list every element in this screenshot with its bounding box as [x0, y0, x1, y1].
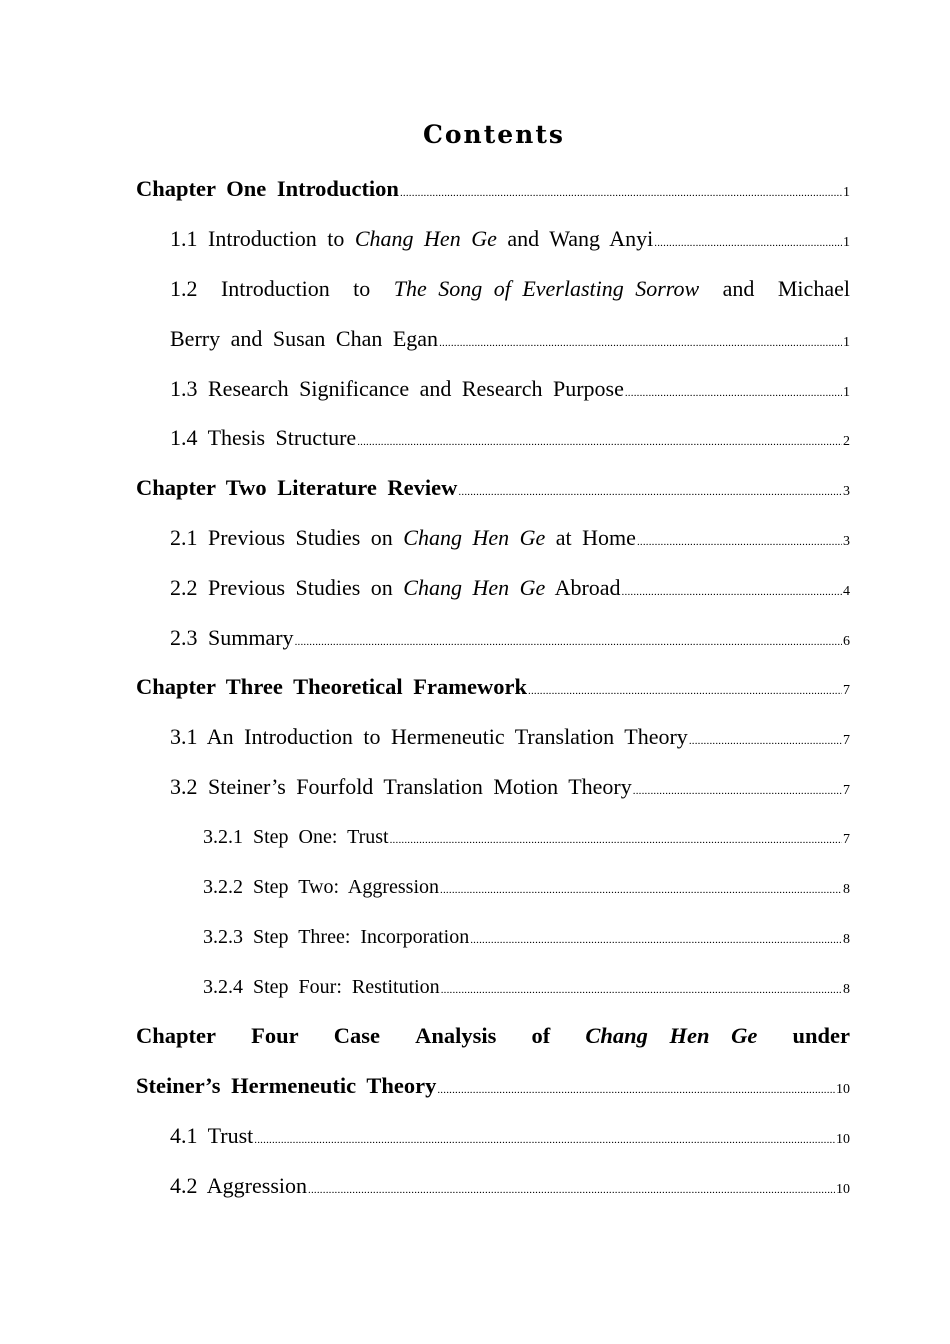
toc-entry-2-3[interactable] [170, 613, 850, 663]
toc-page-number: 4 [843, 584, 850, 599]
toc-page-number: 3 [843, 484, 850, 499]
label-word: Michael [777, 276, 850, 301]
label-italic: Chang Hen Ge [354, 226, 497, 251]
dot-leader [470, 915, 842, 965]
label-part: Abroad [545, 575, 621, 600]
label-part: 2.1 Previous Studies on [170, 525, 404, 550]
toc-page-number: 1 [843, 235, 850, 250]
toc-entry-chapter-four-line1[interactable] [136, 1011, 850, 1061]
toc-entry-chapter-three[interactable] [136, 662, 850, 712]
dot-leader [441, 965, 842, 1015]
dot-leader [637, 517, 842, 567]
dot-leader [654, 218, 842, 268]
dot-leader [308, 1165, 835, 1215]
label-word: 1.2 [170, 276, 198, 301]
dot-leader [458, 467, 842, 517]
toc-page-number: 3 [843, 534, 850, 549]
toc-entry-4-1[interactable] [170, 1111, 850, 1161]
toc-entry-label: 2.3 Summary [170, 625, 294, 650]
toc-page-number: 10 [836, 1082, 850, 1097]
page-title: Contents [422, 120, 565, 149]
toc-entry-3-2-3[interactable] [203, 912, 850, 962]
label-italic: Chang Hen Ge [403, 525, 546, 550]
label-part: 2.2 Previous Studies on [170, 575, 404, 600]
dot-leader [254, 1115, 835, 1165]
toc-entry-label [170, 513, 636, 563]
toc-page-number: 8 [843, 932, 850, 947]
toc-entry-label: 4.1 Trust [170, 1123, 254, 1148]
toc-entry-label: 3.2.2 Step Two: Aggression [203, 876, 440, 898]
toc-entry-1-3[interactable] [170, 364, 850, 414]
toc-page-number: 8 [843, 982, 850, 997]
toc-entry-chapter-one[interactable] [136, 164, 850, 214]
toc-page-number: 7 [843, 733, 850, 748]
label-part: at Home [545, 525, 636, 550]
label-word: to [353, 276, 371, 301]
dot-leader [622, 567, 842, 617]
toc-page-number: 10 [836, 1132, 850, 1147]
toc-entry-label: 3.2.4 Step Four: Restitution [203, 976, 440, 998]
label-italic: Chang Hen Ge [403, 575, 546, 600]
label-word: Chapter [136, 1023, 216, 1048]
dot-leader [528, 666, 842, 716]
toc-entry-3-1[interactable] [170, 712, 850, 762]
dot-leader [390, 815, 842, 865]
label-part: and Wang Anyi [496, 226, 654, 251]
label-italic: The Song of Everlasting Sorrow [393, 276, 700, 301]
toc-entry-label: Chapter Three Theoretical Framework [136, 674, 527, 699]
toc-entry-label: Steiner’s Hermeneutic Theory [136, 1073, 437, 1098]
toc-page-number: 10 [836, 1182, 850, 1197]
toc-entry-label: 4.2 Aggression [170, 1173, 307, 1198]
label-word: and [722, 276, 755, 301]
toc-page-number: 1 [843, 185, 850, 200]
toc-entry-label: Berry and Susan Chan Egan [170, 326, 439, 351]
toc-entry-label [170, 563, 621, 613]
toc-entry-1-2-line2[interactable] [170, 314, 850, 364]
toc-entry-3-2[interactable] [170, 762, 850, 812]
toc-entry-label: Chapter Two Literature Review [136, 475, 458, 500]
dot-leader [689, 716, 842, 766]
label-word: Case [333, 1023, 380, 1048]
toc-entry-3-2-2[interactable] [203, 862, 850, 912]
toc-entry-1-4[interactable] [170, 413, 850, 463]
dot-leader [439, 318, 842, 368]
toc-entry-label: 3.2.3 Step Three: Incorporation [203, 926, 470, 948]
dot-leader [440, 865, 842, 915]
toc-entry-label: 3.2.1 Step One: Trust [203, 826, 389, 848]
toc-entry-label: 1.4 Thesis Structure [170, 425, 357, 450]
dot-leader [357, 417, 842, 467]
toc-entry-label [170, 214, 653, 264]
toc-page-number: 7 [843, 783, 850, 798]
label-word: under [792, 1023, 850, 1048]
toc-entry-chapter-four-line2[interactable] [136, 1061, 850, 1111]
toc-entry-2-1[interactable] [170, 513, 850, 563]
toc-page-number: 2 [843, 434, 850, 449]
label-word: Introduction [220, 276, 330, 301]
toc-entry-label: 3.1 An Introduction to Hermeneutic Translation Theory [170, 724, 688, 749]
dot-leader [295, 617, 842, 667]
toc-entry-2-2[interactable] [170, 563, 850, 613]
toc-page-number: 7 [843, 683, 850, 698]
toc-entry-chapter-two[interactable] [136, 463, 850, 513]
dot-leader [633, 766, 842, 816]
toc-entry-1-2-line1[interactable] [170, 264, 850, 314]
label-word: Four [251, 1023, 299, 1048]
dot-leader [625, 368, 842, 418]
toc-entry-1-1[interactable] [170, 214, 850, 264]
toc-entry-label: 1.3 Research Significance and Research Purpose [170, 376, 624, 401]
toc-entry-3-2-1[interactable] [203, 812, 850, 862]
dot-leader [437, 1065, 835, 1115]
toc-page-number: 6 [843, 634, 850, 649]
toc-entry-3-2-4[interactable] [203, 962, 850, 1012]
toc-entry-label: 3.2 Steiner’s Fourfold Translation Motion Theory [170, 774, 632, 799]
toc-page-number: 7 [843, 832, 850, 847]
label-word: of [531, 1023, 551, 1048]
toc-entry-4-2[interactable] [170, 1161, 850, 1211]
toc-page-number: 1 [843, 335, 850, 350]
toc-page-number: 8 [843, 882, 850, 897]
dot-leader [400, 168, 842, 218]
toc-page-number: 1 [843, 385, 850, 400]
label-italic: Chang Hen Ge [585, 1023, 758, 1048]
label-part: 1.1 Introduction to [170, 226, 355, 251]
toc-entry-label: Chapter One Introduction [136, 176, 399, 201]
label-word: Analysis [415, 1023, 497, 1048]
